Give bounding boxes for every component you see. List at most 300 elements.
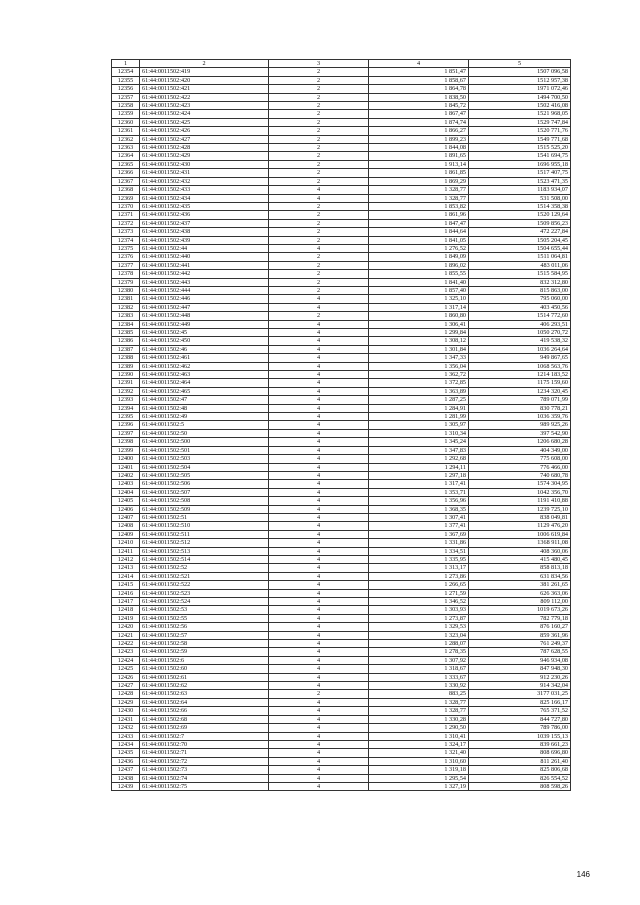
cadastral-value-cell: 740 680,78	[469, 471, 571, 479]
table-row	[112, 732, 571, 740]
group-code-cell: 2	[269, 76, 369, 84]
cadastral-number-cell: 61:44:0011502:432	[140, 177, 269, 185]
table-row	[112, 286, 571, 294]
specific-value-cell: 1 860,80	[369, 312, 469, 320]
cadastral-number-cell: 61:44:0011502:7	[140, 732, 269, 740]
row-number-cell: 12412	[112, 555, 140, 563]
table-row	[112, 429, 571, 437]
table-row	[112, 404, 571, 412]
specific-value-cell: 1 328,77	[369, 194, 469, 202]
specific-value-cell: 1 356,04	[369, 362, 469, 370]
page-number: 146	[576, 870, 590, 879]
row-number-cell: 12413	[112, 564, 140, 572]
cadastral-value-cell: 1504 655,44	[469, 244, 571, 252]
row-number-cell: 12422	[112, 640, 140, 648]
row-number-cell: 12362	[112, 135, 140, 143]
cadastral-value-cell: 789 071,99	[469, 396, 571, 404]
group-code-cell: 4	[269, 598, 369, 606]
cadastral-value-cell: 776 466,00	[469, 463, 571, 471]
row-number-cell: 12393	[112, 396, 140, 404]
row-number-cell: 12390	[112, 371, 140, 379]
group-code-cell: 4	[269, 749, 369, 757]
specific-value-cell: 1 896,02	[369, 261, 469, 269]
table-row	[112, 555, 571, 563]
group-code-cell: 2	[269, 177, 369, 185]
cadastral-value-cell: 1505 204,45	[469, 236, 571, 244]
table-row	[112, 85, 571, 93]
group-code-cell: 2	[269, 211, 369, 219]
specific-value-cell: 1 377,41	[369, 522, 469, 530]
row-number-cell: 12427	[112, 682, 140, 690]
table-row	[112, 463, 571, 471]
specific-value-cell: 1 334,51	[369, 547, 469, 555]
row-number-cell: 12415	[112, 581, 140, 589]
specific-value-cell: 1 319,18	[369, 766, 469, 774]
group-code-cell: 4	[269, 606, 369, 614]
cadastral-value-cell: 1541 694,75	[469, 152, 571, 160]
table-row	[112, 152, 571, 160]
table-row	[112, 572, 571, 580]
specific-value-cell: 1 281,99	[369, 413, 469, 421]
cadastral-number-cell: 61:44:0011502:55	[140, 614, 269, 622]
group-code-cell: 4	[269, 387, 369, 395]
row-number-cell: 12354	[112, 68, 140, 76]
group-code-cell: 4	[269, 455, 369, 463]
cadastral-number-cell: 61:44:0011502:72	[140, 757, 269, 765]
cadastral-value-cell: 839 661,23	[469, 740, 571, 748]
row-number-cell: 12377	[112, 261, 140, 269]
specific-value-cell: 1 838,50	[369, 93, 469, 101]
row-number-cell: 12388	[112, 354, 140, 362]
group-code-cell: 4	[269, 530, 369, 538]
group-code-cell: 4	[269, 421, 369, 429]
cadastral-number-cell: 61:44:0011502:510	[140, 522, 269, 530]
table-row	[112, 446, 571, 454]
cadastral-value-cell: 1549 771,68	[469, 135, 571, 143]
cadastral-number-cell: 61:44:0011502:47	[140, 396, 269, 404]
table-row	[112, 471, 571, 479]
cadastral-value-cell: 912 230,26	[469, 673, 571, 681]
group-code-cell: 4	[269, 547, 369, 555]
table-row	[112, 303, 571, 311]
group-code-cell: 4	[269, 782, 369, 790]
cadastral-value-cell: 761 249,37	[469, 640, 571, 648]
row-number-cell: 12429	[112, 698, 140, 706]
group-code-cell: 4	[269, 463, 369, 471]
row-number-cell: 12379	[112, 278, 140, 286]
specific-value-cell: 1 853,82	[369, 202, 469, 210]
cadastral-number-cell: 61:44:0011502:66	[140, 707, 269, 715]
cadastral-value-cell: 406 293,51	[469, 320, 571, 328]
group-code-cell: 2	[269, 144, 369, 152]
row-number-cell: 12414	[112, 572, 140, 580]
table-row	[112, 93, 571, 101]
cadastral-value-cell: 765 371,52	[469, 707, 571, 715]
row-number-cell: 12386	[112, 337, 140, 345]
group-code-cell: 4	[269, 471, 369, 479]
specific-value-cell: 1 347,33	[369, 354, 469, 362]
group-code-cell: 4	[269, 640, 369, 648]
row-number-cell: 12410	[112, 539, 140, 547]
row-number-cell: 12416	[112, 589, 140, 597]
table-row	[112, 640, 571, 648]
table-row	[112, 362, 571, 370]
row-number-cell: 12371	[112, 211, 140, 219]
cadastral-number-cell: 61:44:0011502:5	[140, 421, 269, 429]
specific-value-cell: 1 321,40	[369, 749, 469, 757]
group-code-cell: 4	[269, 505, 369, 513]
group-code-cell: 4	[269, 244, 369, 252]
group-code-cell: 4	[269, 396, 369, 404]
specific-value-cell: 1 307,92	[369, 656, 469, 664]
cadastral-number-cell: 61:44:0011502:507	[140, 488, 269, 496]
specific-value-cell: 1 335,95	[369, 555, 469, 563]
cadastral-number-cell: 61:44:0011502:524	[140, 598, 269, 606]
cadastral-value-table	[111, 59, 571, 791]
specific-value-cell: 1 330,28	[369, 715, 469, 723]
table-row	[112, 244, 571, 252]
group-code-cell: 4	[269, 555, 369, 563]
specific-value-cell: 1 297,18	[369, 471, 469, 479]
table-row	[112, 682, 571, 690]
cadastral-value-cell: 847 948,30	[469, 665, 571, 673]
specific-value-cell: 1 325,10	[369, 295, 469, 303]
table-row	[112, 505, 571, 513]
specific-value-cell: 1 844,08	[369, 144, 469, 152]
row-number-cell: 12420	[112, 623, 140, 631]
cadastral-number-cell: 61:44:0011502:464	[140, 379, 269, 387]
specific-value-cell: 1 288,07	[369, 640, 469, 648]
specific-value-cell: 1 855,55	[369, 270, 469, 278]
specific-value-cell: 1 271,59	[369, 589, 469, 597]
row-number-cell: 12373	[112, 228, 140, 236]
row-number-cell: 12438	[112, 774, 140, 782]
group-code-cell: 4	[269, 572, 369, 580]
cadastral-value-cell: 1068 563,76	[469, 362, 571, 370]
group-code-cell: 4	[269, 362, 369, 370]
cadastral-number-cell: 61:44:0011502:463	[140, 371, 269, 379]
cadastral-number-cell: 61:44:0011502:50	[140, 429, 269, 437]
specific-value-cell: 1 318,67	[369, 665, 469, 673]
table-row	[112, 690, 571, 698]
row-number-cell: 12356	[112, 85, 140, 93]
table-row	[112, 782, 571, 790]
cadastral-value-cell: 626 363,06	[469, 589, 571, 597]
specific-value-cell: 1 857,40	[369, 286, 469, 294]
row-number-cell: 12419	[112, 614, 140, 622]
cadastral-value-cell: 483 011,06	[469, 261, 571, 269]
cadastral-value-cell: 1050 270,72	[469, 329, 571, 337]
cadastral-value-cell: 1515 584,95	[469, 270, 571, 278]
group-code-cell: 4	[269, 724, 369, 732]
cadastral-number-cell: 61:44:0011502:442	[140, 270, 269, 278]
specific-value-cell: 1 287,25	[369, 396, 469, 404]
cadastral-value-cell: 808 696,80	[469, 749, 571, 757]
cadastral-number-cell: 61:44:0011502:506	[140, 480, 269, 488]
row-number-cell: 12402	[112, 471, 140, 479]
specific-value-cell: 1 308,12	[369, 337, 469, 345]
table-row	[112, 598, 571, 606]
table-row	[112, 766, 571, 774]
cadastral-number-cell: 61:44:0011502:437	[140, 219, 269, 227]
cadastral-value-cell: 876 160,27	[469, 623, 571, 631]
table-row	[112, 135, 571, 143]
specific-value-cell: 1 858,67	[369, 76, 469, 84]
table-row	[112, 278, 571, 286]
table-row	[112, 160, 571, 168]
table-row	[112, 110, 571, 118]
table-row	[112, 379, 571, 387]
cadastral-value-cell: 1523 471,35	[469, 177, 571, 185]
cadastral-value-cell: 1036 359,76	[469, 413, 571, 421]
table-row	[112, 547, 571, 555]
specific-value-cell: 1 367,69	[369, 530, 469, 538]
cadastral-number-cell: 61:44:0011502:434	[140, 194, 269, 202]
cadastral-value-cell: 1511 064,81	[469, 253, 571, 261]
table-row	[112, 749, 571, 757]
row-number-cell: 12360	[112, 118, 140, 126]
group-code-cell: 4	[269, 589, 369, 597]
table-row	[112, 270, 571, 278]
group-code-cell: 4	[269, 413, 369, 421]
group-code-cell: 2	[269, 278, 369, 286]
table-row	[112, 715, 571, 723]
specific-value-cell: 1 845,72	[369, 102, 469, 110]
table-row	[112, 421, 571, 429]
cadastral-value-cell: 1214 183,52	[469, 371, 571, 379]
cadastral-number-cell: 61:44:0011502:45	[140, 329, 269, 337]
cadastral-number-cell: 61:44:0011502:74	[140, 774, 269, 782]
cadastral-number-cell: 61:44:0011502:44	[140, 244, 269, 252]
group-code-cell: 2	[269, 160, 369, 168]
group-code-cell: 4	[269, 371, 369, 379]
row-number-cell: 12361	[112, 127, 140, 135]
table-row	[112, 488, 571, 496]
table-row	[112, 631, 571, 639]
row-number-cell: 12399	[112, 446, 140, 454]
specific-value-cell: 1 329,53	[369, 623, 469, 631]
header-col-1: 1	[112, 60, 140, 68]
group-code-cell: 4	[269, 513, 369, 521]
table-row	[112, 530, 571, 538]
cadastral-number-cell: 61:44:0011502:443	[140, 278, 269, 286]
cadastral-value-cell: 844 727,80	[469, 715, 571, 723]
specific-value-cell: 1 310,41	[369, 732, 469, 740]
table-row	[112, 253, 571, 261]
cadastral-value-cell: 949 867,65	[469, 354, 571, 362]
cadastral-number-cell: 61:44:0011502:53	[140, 606, 269, 614]
group-code-cell: 2	[269, 270, 369, 278]
row-number-cell: 12380	[112, 286, 140, 294]
cadastral-number-cell: 61:44:0011502:70	[140, 740, 269, 748]
cadastral-number-cell: 61:44:0011502:512	[140, 539, 269, 547]
table-row	[112, 522, 571, 530]
cadastral-value-cell: 1175 159,60	[469, 379, 571, 387]
row-number-cell: 12405	[112, 497, 140, 505]
group-code-cell: 2	[269, 127, 369, 135]
row-number-cell: 12392	[112, 387, 140, 395]
row-number-cell: 12372	[112, 219, 140, 227]
cadastral-number-cell: 61:44:0011502:521	[140, 572, 269, 580]
cadastral-number-cell: 61:44:0011502:431	[140, 169, 269, 177]
cadastral-number-cell: 61:44:0011502:449	[140, 320, 269, 328]
row-number-cell: 12431	[112, 715, 140, 723]
row-number-cell: 12435	[112, 749, 140, 757]
specific-value-cell: 1 307,41	[369, 513, 469, 521]
row-number-cell: 12439	[112, 782, 140, 790]
table-row	[112, 623, 571, 631]
cadastral-number-cell: 61:44:0011502:508	[140, 497, 269, 505]
cadastral-value-cell: 782 779,18	[469, 614, 571, 622]
specific-value-cell: 1 346,52	[369, 598, 469, 606]
group-code-cell: 2	[269, 690, 369, 698]
cadastral-number-cell: 61:44:0011502:71	[140, 749, 269, 757]
group-code-cell: 4	[269, 740, 369, 748]
cadastral-number-cell: 61:44:0011502:441	[140, 261, 269, 269]
specific-value-cell: 1 327,19	[369, 782, 469, 790]
row-number-cell: 12364	[112, 152, 140, 160]
cadastral-number-cell: 61:44:0011502:430	[140, 160, 269, 168]
group-code-cell: 4	[269, 614, 369, 622]
cadastral-value-cell: 381 261,65	[469, 581, 571, 589]
cadastral-value-cell: 838 049,81	[469, 513, 571, 521]
cadastral-value-cell: 1512 957,38	[469, 76, 571, 84]
cadastral-number-cell: 61:44:0011502:49	[140, 413, 269, 421]
specific-value-cell: 1 363,89	[369, 387, 469, 395]
table-row	[112, 387, 571, 395]
row-number-cell: 12374	[112, 236, 140, 244]
cadastral-number-cell: 61:44:0011502:436	[140, 211, 269, 219]
cadastral-number-cell: 61:44:0011502:424	[140, 110, 269, 118]
table-row	[112, 261, 571, 269]
row-number-cell: 12434	[112, 740, 140, 748]
cadastral-value-cell: 1517 407,75	[469, 169, 571, 177]
table-row	[112, 68, 571, 76]
row-number-cell: 12383	[112, 312, 140, 320]
cadastral-value-cell: 832 312,80	[469, 278, 571, 286]
group-code-cell: 2	[269, 169, 369, 177]
table-row	[112, 144, 571, 152]
row-number-cell: 12432	[112, 724, 140, 732]
row-number-cell: 12425	[112, 665, 140, 673]
group-code-cell: 4	[269, 303, 369, 311]
table-row	[112, 396, 571, 404]
cadastral-value-cell: 830 778,21	[469, 404, 571, 412]
table-row	[112, 118, 571, 126]
cadastral-number-cell: 61:44:0011502:433	[140, 186, 269, 194]
specific-value-cell: 1 331,86	[369, 539, 469, 547]
row-number-cell: 12387	[112, 345, 140, 353]
group-code-cell: 4	[269, 673, 369, 681]
table-row	[112, 438, 571, 446]
cadastral-number-cell: 61:44:0011502:450	[140, 337, 269, 345]
specific-value-cell: 1 328,77	[369, 707, 469, 715]
table-row	[112, 76, 571, 84]
row-number-cell: 12355	[112, 76, 140, 84]
cadastral-number-cell: 61:44:0011502:440	[140, 253, 269, 261]
specific-value-cell: 1 290,50	[369, 724, 469, 732]
specific-value-cell: 1 368,35	[369, 505, 469, 513]
table-row	[112, 102, 571, 110]
cadastral-value-cell: 808 598,26	[469, 782, 571, 790]
cadastral-value-cell: 1039 155,13	[469, 732, 571, 740]
specific-value-cell: 1 276,52	[369, 244, 469, 252]
cadastral-value-cell: 1574 304,95	[469, 480, 571, 488]
specific-value-cell: 1 867,47	[369, 110, 469, 118]
group-code-cell: 4	[269, 757, 369, 765]
cadastral-number-cell: 61:44:0011502:447	[140, 303, 269, 311]
row-number-cell: 12359	[112, 110, 140, 118]
group-code-cell: 4	[269, 665, 369, 673]
specific-value-cell: 1 299,84	[369, 329, 469, 337]
cadastral-value-cell: 1183 934,07	[469, 186, 571, 194]
group-code-cell: 4	[269, 186, 369, 194]
group-code-cell: 4	[269, 732, 369, 740]
cadastral-number-cell: 61:44:0011502:46	[140, 345, 269, 353]
cadastral-number-cell: 61:44:0011502:426	[140, 127, 269, 135]
table-row	[112, 648, 571, 656]
cadastral-number-cell: 61:44:0011502:56	[140, 623, 269, 631]
cadastral-number-cell: 61:44:0011502:500	[140, 438, 269, 446]
specific-value-cell: 1 874,74	[369, 118, 469, 126]
row-number-cell: 12378	[112, 270, 140, 278]
table-row	[112, 345, 571, 353]
cadastral-number-cell: 61:44:0011502:504	[140, 463, 269, 471]
row-number-cell: 12394	[112, 404, 140, 412]
group-code-cell: 4	[269, 564, 369, 572]
row-number-cell: 12381	[112, 295, 140, 303]
cadastral-value-cell: 826 554,52	[469, 774, 571, 782]
cadastral-value-cell: 1696 955,18	[469, 160, 571, 168]
cadastral-number-cell: 61:44:0011502:75	[140, 782, 269, 790]
table-row	[112, 371, 571, 379]
cadastral-number-cell: 61:44:0011502:501	[140, 446, 269, 454]
specific-value-cell: 1 866,27	[369, 127, 469, 135]
group-code-cell: 4	[269, 320, 369, 328]
group-code-cell: 2	[269, 261, 369, 269]
cadastral-value-cell: 1129 476,20	[469, 522, 571, 530]
group-code-cell: 2	[269, 68, 369, 76]
cadastral-value-cell: 858 813,18	[469, 564, 571, 572]
cadastral-value-cell: 825 806,68	[469, 766, 571, 774]
specific-value-cell: 1 273,87	[369, 614, 469, 622]
cadastral-value-cell: 775 608,00	[469, 455, 571, 463]
group-code-cell: 4	[269, 337, 369, 345]
group-code-cell: 4	[269, 715, 369, 723]
group-code-cell: 2	[269, 312, 369, 320]
cadastral-number-cell: 61:44:0011502:429	[140, 152, 269, 160]
cadastral-number-cell: 61:44:0011502:448	[140, 312, 269, 320]
group-code-cell: 2	[269, 236, 369, 244]
row-number-cell: 12376	[112, 253, 140, 261]
table-row	[112, 177, 571, 185]
specific-value-cell: 1 353,71	[369, 488, 469, 496]
header-row	[112, 60, 571, 68]
specific-value-cell: 1 847,47	[369, 219, 469, 227]
cadastral-value-cell: 859 361,96	[469, 631, 571, 639]
cadastral-number-cell: 61:44:0011502:58	[140, 640, 269, 648]
row-number-cell: 12395	[112, 413, 140, 421]
row-number-cell: 12401	[112, 463, 140, 471]
row-number-cell: 12367	[112, 177, 140, 185]
row-number-cell: 12400	[112, 455, 140, 463]
cadastral-number-cell: 61:44:0011502:63	[140, 690, 269, 698]
table-row	[112, 589, 571, 597]
row-number-cell: 12375	[112, 244, 140, 252]
specific-value-cell: 1 851,47	[369, 68, 469, 76]
cadastral-value-cell: 1514 772,60	[469, 312, 571, 320]
cadastral-value-cell: 946 934,08	[469, 656, 571, 664]
